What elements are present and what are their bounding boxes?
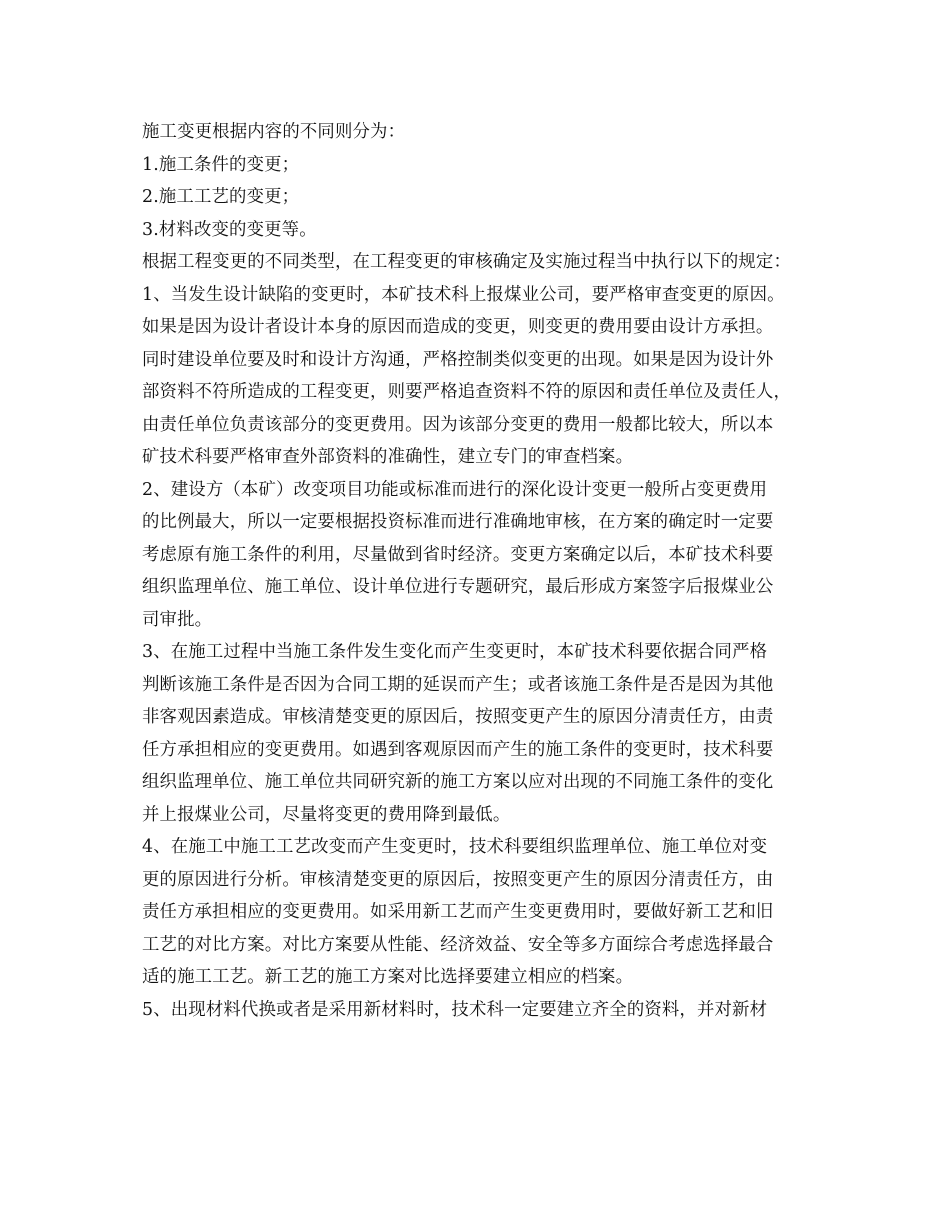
text-line: 由责任单位负责该部分的变更费用。因为该部分变更的费用一般都比较大，所以本 <box>142 414 774 435</box>
text-line: 同时建设单位要及时和设计方沟通，严格控制类似变更的出现。如果是因为设计外 <box>142 349 774 370</box>
text-line: 3.材料改变的变更等。 <box>142 219 317 240</box>
text-line: 并上报煤业公司，尽量将变更的费用降到最低。 <box>142 804 511 825</box>
text-line: 更的原因进行分析。审核清楚变更的原因后，按照变更产生的原因分清责任方，由 <box>142 869 774 890</box>
text-line: 工艺的对比方案。对比方案要从性能、经济效益、安全等多方面综合考虑选择最合 <box>142 934 774 955</box>
text-line: 组织监理单位、施工单位、设计单位进行专题研究，最后形成方案签字后报煤业公 <box>142 577 774 597</box>
text-line: 的比例最大，所以一定要根据投资标准而进行准确地审核，在方案的确定时一定要 <box>142 512 774 532</box>
text-line: 如果是因为设计者设计本身的原因而造成的变更，则变更的费用要由设计方承担。 <box>142 317 774 337</box>
text-line: 3、在施工过程中当施工条件发生变化而产生变更时，本矿技术科要依据合同严格 <box>142 642 768 662</box>
text-line: 任方承担相应的变更费用。如遇到客观原因而产生的施工条件的变更时，技术科要 <box>142 739 774 760</box>
text-line: 矿技术科要严格审查外部资料的准确性，建立专门的审查档案。 <box>142 447 634 467</box>
text-line: 1、当发生设计缺陷的变更时，本矿技术科上报煤业公司，要严格审查变更的原因。 <box>142 284 785 305</box>
text-line: 适的施工工艺。新工艺的施工方案对比选择要建立相应的档案。 <box>142 967 634 987</box>
text-line: 判断该施工条件是否因为合同工期的延误而产生；或者该施工条件是否是因为其他 <box>142 674 774 695</box>
text-line: 施工变更根据内容的不同则分为： <box>142 122 406 142</box>
text-line: 2、建设方（本矿）改变项目功能或标准而进行的深化设计变更一般所占变更费用 <box>142 479 768 500</box>
text-line: 组织监理单位、施工单位共同研究新的施工方案以应对出现的不同施工条件的变化 <box>142 772 774 792</box>
text-line: 5、出现材料代换或者是采用新材料时，技术科一定要建立齐全的资料，并对新材 <box>142 999 768 1020</box>
text-line: 1.施工条件的变更； <box>142 154 300 175</box>
text-line: 非客观因素造成。审核清楚变更的原因后，按照变更产生的原因分清责任方，由责 <box>142 707 774 727</box>
text-line: 考虑原有施工条件的利用，尽量做到省时经济。变更方案确定以后，本矿技术科要 <box>142 544 774 565</box>
text-line: 根据工程变更的不同类型，在工程变更的审核确定及实施过程当中执行以下的规定： <box>142 252 792 272</box>
text-line: 部资料不符所造成的工程变更，则要严格追查资料不符的原因和责任单位及责任人， <box>142 382 792 402</box>
text-line: 司审批。 <box>142 609 213 630</box>
text-line: 2.施工工艺的变更； <box>142 187 300 207</box>
text-line: 责任方承担相应的变更费用。如采用新工艺而产生变更费用时，要做好新工艺和旧 <box>142 902 774 922</box>
text-line: 4、在施工中施工工艺改变而产生变更时，技术科要组织监理单位、施工单位对变 <box>142 837 768 857</box>
document-body <box>142 116 822 1026</box>
